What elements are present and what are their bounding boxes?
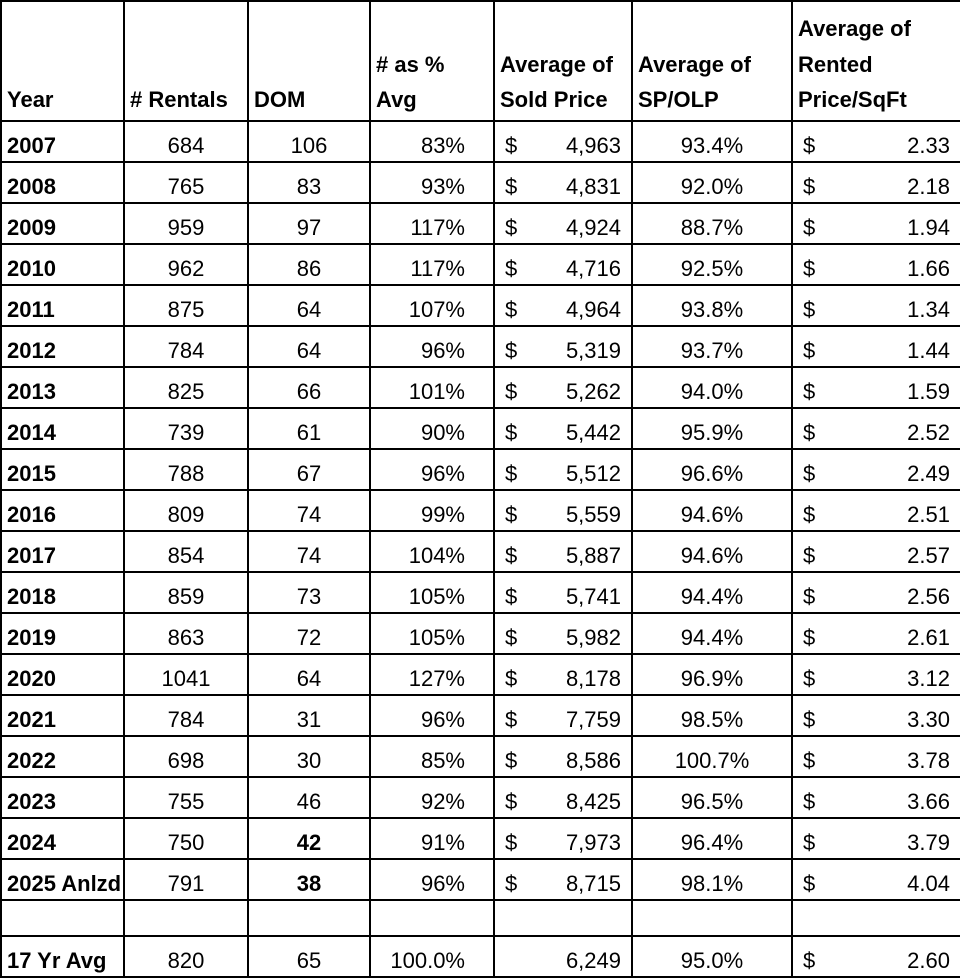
avg-sp-olp-cell: 98.5%	[632, 695, 792, 736]
avg-sp-olp-cell: 88.7%	[632, 203, 792, 244]
dom-cell: 42	[248, 818, 370, 859]
dom-cell: 86	[248, 244, 370, 285]
currency-symbol: $	[505, 338, 518, 363]
avg-rented-price-sqft-cell	[792, 285, 960, 326]
currency-symbol: $	[803, 584, 816, 609]
pct-of-avg-cell: 93%	[370, 162, 494, 203]
avg-sold-price-cell	[494, 408, 632, 449]
cell-value: 5,262	[565, 379, 621, 404]
rentals-cell: 859	[124, 572, 248, 613]
avg-sold-price-cell	[494, 654, 632, 695]
currency-symbol: $	[803, 461, 816, 486]
cell-value: 3.66	[907, 789, 950, 814]
cell-value: 2.49	[907, 461, 950, 486]
avg-sold-price-cell	[494, 367, 632, 408]
column-header-text: Avg	[376, 86, 417, 112]
cell-value: 8,715	[565, 871, 621, 896]
dom-cell: 64	[248, 654, 370, 695]
avg-sp-olp-cell: 95.0%	[632, 936, 792, 977]
avg-sold-price-cell	[494, 490, 632, 531]
dom-cell: 72	[248, 613, 370, 654]
cell-value: 2.57	[907, 543, 950, 568]
year-cell: 2025 Anlzd	[1, 859, 124, 900]
cell-value: 1.59	[907, 379, 950, 404]
dom-cell: 83	[248, 162, 370, 203]
avg-rented-price-sqft-cell	[792, 572, 960, 613]
avg-rented-price-sqft-cell	[792, 859, 960, 900]
avg-rented-price-sqft-cell	[792, 367, 960, 408]
currency-symbol: $	[803, 502, 816, 527]
summary-label-cell: 17 Yr Avg	[1, 936, 124, 977]
pct-of-avg-cell: 85%	[370, 736, 494, 777]
currency-symbol: $	[803, 215, 816, 240]
column-header-dom	[248, 1, 370, 121]
avg-sold-price-cell	[494, 326, 632, 367]
column-header-text: Average of	[500, 51, 613, 77]
cell-value: 1.66	[907, 256, 950, 281]
avg-sp-olp-cell: 93.8%	[632, 285, 792, 326]
column-header-avg-sold-price	[494, 1, 632, 121]
column-header-text: Rented	[798, 51, 873, 77]
cell-value: 3.12	[907, 666, 950, 691]
table-row	[1, 736, 960, 777]
avg-rented-price-sqft-cell	[792, 408, 960, 449]
avg-rented-price-sqft-cell	[792, 695, 960, 736]
avg-rented-price-sqft-cell	[792, 736, 960, 777]
empty-cell	[124, 900, 248, 936]
table-row	[1, 162, 960, 203]
currency-symbol: $	[803, 830, 816, 855]
pct-of-avg-cell: 83%	[370, 121, 494, 162]
cell-value: 2.52	[907, 420, 950, 445]
cell-value: 7,973	[565, 830, 621, 855]
currency-symbol: $	[803, 133, 816, 158]
column-header-text: Year	[7, 86, 54, 112]
cell-value: 5,741	[565, 584, 621, 609]
dom-cell: 61	[248, 408, 370, 449]
dom-cell: 106	[248, 121, 370, 162]
avg-sold-price-cell	[494, 613, 632, 654]
rentals-cell: 684	[124, 121, 248, 162]
year-cell: 2022	[1, 736, 124, 777]
cell-value: 8,425	[565, 789, 621, 814]
column-header-avg-sp-olp	[632, 1, 792, 121]
cell-value: 5,512	[565, 461, 621, 486]
currency-symbol: $	[803, 420, 816, 445]
avg-sp-olp-cell: 96.9%	[632, 654, 792, 695]
avg-sp-olp-cell: 96.4%	[632, 818, 792, 859]
currency-symbol: $	[803, 748, 816, 773]
empty-cell	[370, 900, 494, 936]
year-cell: 2020	[1, 654, 124, 695]
avg-sold-price-cell	[494, 818, 632, 859]
cell-value: 1.94	[907, 215, 950, 240]
cell-value: 4,716	[565, 256, 621, 281]
year-cell: 2010	[1, 244, 124, 285]
dom-cell: 30	[248, 736, 370, 777]
column-header-text: Sold Price	[500, 86, 608, 112]
rentals-cell: 755	[124, 777, 248, 818]
avg-sold-price-cell	[494, 244, 632, 285]
avg-rented-price-sqft-cell	[792, 244, 960, 285]
table-body	[1, 121, 960, 977]
column-header-text: Price/SqFt	[798, 86, 907, 112]
avg-rented-price-sqft-cell	[792, 777, 960, 818]
table-row	[1, 285, 960, 326]
rentals-cell: 698	[124, 736, 248, 777]
column-header-year	[1, 1, 124, 121]
rentals-cell: 739	[124, 408, 248, 449]
pct-of-avg-cell: 117%	[370, 203, 494, 244]
dom-cell: 97	[248, 203, 370, 244]
avg-rented-price-sqft-cell	[792, 162, 960, 203]
table-row	[1, 244, 960, 285]
year-cell: 2013	[1, 367, 124, 408]
dom-cell: 64	[248, 285, 370, 326]
avg-sp-olp-cell: 92.0%	[632, 162, 792, 203]
rentals-cell: 825	[124, 367, 248, 408]
dom-cell: 31	[248, 695, 370, 736]
year-cell: 2012	[1, 326, 124, 367]
rentals-cell: 820	[124, 936, 248, 977]
currency-symbol: $	[803, 543, 816, 568]
avg-sp-olp-cell: 93.4%	[632, 121, 792, 162]
column-header-text: # as %	[376, 51, 445, 77]
header-row	[1, 1, 960, 121]
empty-cell	[792, 900, 960, 936]
pct-of-avg-cell: 96%	[370, 695, 494, 736]
cell-value: 4,831	[565, 174, 621, 199]
avg-sp-olp-cell: 94.6%	[632, 490, 792, 531]
cell-value: 5,982	[565, 625, 621, 650]
currency-symbol: $	[505, 830, 518, 855]
column-header-text: DOM	[254, 86, 306, 112]
dom-cell: 46	[248, 777, 370, 818]
year-cell: 2016	[1, 490, 124, 531]
avg-sold-price-cell	[494, 285, 632, 326]
currency-symbol: $	[505, 584, 518, 609]
year-cell: 2007	[1, 121, 124, 162]
cell-value: 3.78	[907, 748, 950, 773]
rentals-cell: 809	[124, 490, 248, 531]
dom-cell: 64	[248, 326, 370, 367]
currency-symbol: $	[505, 502, 518, 527]
currency-symbol: $	[803, 666, 816, 691]
spacer-row	[1, 900, 960, 936]
avg-sold-price-cell	[494, 736, 632, 777]
table-row	[1, 572, 960, 613]
avg-rented-price-sqft-cell	[792, 654, 960, 695]
dom-cell: 73	[248, 572, 370, 613]
year-cell: 2023	[1, 777, 124, 818]
column-header-avg-rented-price-sqft	[792, 1, 960, 121]
rentals-cell: 863	[124, 613, 248, 654]
rentals-cell: 750	[124, 818, 248, 859]
rentals-cell: 1041	[124, 654, 248, 695]
cell-value: 3.79	[907, 830, 950, 855]
avg-rented-price-sqft-cell	[792, 531, 960, 572]
table-row	[1, 818, 960, 859]
currency-symbol: $	[803, 256, 816, 281]
currency-symbol: $	[505, 379, 518, 404]
avg-rented-price-sqft-cell	[792, 490, 960, 531]
pct-of-avg-cell: 101%	[370, 367, 494, 408]
currency-symbol: $	[505, 871, 518, 896]
table-row	[1, 326, 960, 367]
currency-symbol: $	[803, 338, 816, 363]
pct-of-avg-cell: 104%	[370, 531, 494, 572]
rentals-cell: 765	[124, 162, 248, 203]
table-row	[1, 449, 960, 490]
currency-symbol: $	[505, 625, 518, 650]
avg-rented-price-sqft-cell	[792, 449, 960, 490]
dom-cell: 66	[248, 367, 370, 408]
table-row	[1, 121, 960, 162]
rentals-cell: 784	[124, 695, 248, 736]
cell-value: 8,586	[565, 748, 621, 773]
cell-value: 6,249	[565, 948, 621, 973]
dom-cell: 67	[248, 449, 370, 490]
cell-value: 1.34	[907, 297, 950, 322]
dom-cell: 74	[248, 490, 370, 531]
dom-cell: 65	[248, 936, 370, 977]
currency-symbol: $	[803, 625, 816, 650]
cell-value: 4.04	[907, 871, 950, 896]
cell-value: 5,442	[565, 420, 621, 445]
currency-symbol: $	[505, 256, 518, 281]
avg-sold-price-cell	[494, 162, 632, 203]
pct-of-avg-cell: 105%	[370, 613, 494, 654]
currency-symbol: $	[803, 174, 816, 199]
rentals-cell: 854	[124, 531, 248, 572]
currency-symbol: $	[505, 133, 518, 158]
year-cell: 2018	[1, 572, 124, 613]
column-header-rentals	[124, 1, 248, 121]
avg-sold-price-cell	[494, 936, 632, 977]
avg-rented-price-sqft-cell	[792, 326, 960, 367]
table-row	[1, 531, 960, 572]
avg-sp-olp-cell: 93.7%	[632, 326, 792, 367]
avg-sp-olp-cell: 94.6%	[632, 531, 792, 572]
column-header-pct-of-avg	[370, 1, 494, 121]
cell-value: 2.33	[907, 133, 950, 158]
column-header-text: SP/OLP	[638, 86, 719, 112]
year-cell: 2019	[1, 613, 124, 654]
column-header-text: # Rentals	[130, 86, 228, 112]
avg-sold-price-cell	[494, 572, 632, 613]
cell-value: 2.51	[907, 502, 950, 527]
empty-cell	[494, 900, 632, 936]
table-row	[1, 490, 960, 531]
table-row	[1, 777, 960, 818]
table-row	[1, 695, 960, 736]
year-cell: 2014	[1, 408, 124, 449]
pct-of-avg-cell: 107%	[370, 285, 494, 326]
cell-value: 2.61	[907, 625, 950, 650]
currency-symbol: $	[505, 666, 518, 691]
pct-of-avg-cell: 96%	[370, 449, 494, 490]
summary-row	[1, 936, 960, 977]
table-row	[1, 859, 960, 900]
cell-value: 2.60	[907, 948, 950, 973]
avg-sp-olp-cell: 100.7%	[632, 736, 792, 777]
table-row	[1, 408, 960, 449]
avg-sold-price-cell	[494, 203, 632, 244]
cell-value: 7,759	[565, 707, 621, 732]
cell-value: 3.30	[907, 707, 950, 732]
currency-symbol: $	[505, 543, 518, 568]
cell-value: 4,924	[565, 215, 621, 240]
currency-symbol: $	[505, 215, 518, 240]
table-row	[1, 367, 960, 408]
currency-symbol: $	[803, 707, 816, 732]
pct-of-avg-cell: 127%	[370, 654, 494, 695]
avg-rented-price-sqft-cell	[792, 203, 960, 244]
avg-rented-price-sqft-cell	[792, 121, 960, 162]
avg-sp-olp-cell: 98.1%	[632, 859, 792, 900]
avg-sp-olp-cell: 96.6%	[632, 449, 792, 490]
currency-symbol: $	[505, 789, 518, 814]
cell-value: 4,964	[565, 297, 621, 322]
cell-value: 2.18	[907, 174, 950, 199]
pct-of-avg-cell: 90%	[370, 408, 494, 449]
currency-symbol: $	[505, 748, 518, 773]
empty-cell	[1, 900, 124, 936]
cell-value: 4,963	[565, 133, 621, 158]
year-cell: 2011	[1, 285, 124, 326]
pct-of-avg-cell: 117%	[370, 244, 494, 285]
column-header-text: Average of	[798, 16, 911, 42]
currency-symbol: $	[803, 871, 816, 896]
currency-symbol: $	[803, 297, 816, 322]
avg-sold-price-cell	[494, 859, 632, 900]
avg-sp-olp-cell: 95.9%	[632, 408, 792, 449]
currency-symbol: $	[505, 461, 518, 486]
dom-cell: 74	[248, 531, 370, 572]
cell-value: 2.56	[907, 584, 950, 609]
year-cell: 2008	[1, 162, 124, 203]
cell-value: 5,319	[565, 338, 621, 363]
rentals-cell: 791	[124, 859, 248, 900]
avg-rented-price-sqft-cell	[792, 936, 960, 977]
cell-value: 5,887	[565, 543, 621, 568]
currency-symbol: $	[505, 297, 518, 322]
pct-of-avg-cell: 100.0%	[370, 936, 494, 977]
table-row	[1, 654, 960, 695]
pct-of-avg-cell: 105%	[370, 572, 494, 613]
pct-of-avg-cell: 96%	[370, 859, 494, 900]
avg-sold-price-cell	[494, 449, 632, 490]
avg-sp-olp-cell: 94.0%	[632, 367, 792, 408]
column-header-text: Average of	[638, 51, 751, 77]
empty-cell	[632, 900, 792, 936]
currency-symbol: $	[505, 707, 518, 732]
avg-sold-price-cell	[494, 121, 632, 162]
avg-sp-olp-cell: 96.5%	[632, 777, 792, 818]
currency-symbol: $	[505, 420, 518, 445]
rentals-cell: 788	[124, 449, 248, 490]
cell-value: 1.44	[907, 338, 950, 363]
avg-sold-price-cell	[494, 777, 632, 818]
currency-symbol: $	[803, 789, 816, 814]
year-cell: 2024	[1, 818, 124, 859]
rentals-cell: 959	[124, 203, 248, 244]
avg-rented-price-sqft-cell	[792, 818, 960, 859]
avg-sp-olp-cell: 94.4%	[632, 613, 792, 654]
year-cell: 2017	[1, 531, 124, 572]
year-cell: 2015	[1, 449, 124, 490]
pct-of-avg-cell: 92%	[370, 777, 494, 818]
table-row	[1, 203, 960, 244]
avg-sp-olp-cell: 94.4%	[632, 572, 792, 613]
cell-value: 8,178	[565, 666, 621, 691]
pct-of-avg-cell: 91%	[370, 818, 494, 859]
currency-symbol: $	[505, 174, 518, 199]
rentals-cell: 875	[124, 285, 248, 326]
rentals-cell: 962	[124, 244, 248, 285]
cell-value: 5,559	[565, 502, 621, 527]
pct-of-avg-cell: 99%	[370, 490, 494, 531]
avg-sold-price-cell	[494, 695, 632, 736]
avg-sp-olp-cell: 92.5%	[632, 244, 792, 285]
year-cell: 2021	[1, 695, 124, 736]
dom-cell: 38	[248, 859, 370, 900]
avg-sold-price-cell	[494, 531, 632, 572]
currency-symbol: $	[803, 379, 816, 404]
empty-cell	[248, 900, 370, 936]
pct-of-avg-cell: 96%	[370, 326, 494, 367]
avg-rented-price-sqft-cell	[792, 613, 960, 654]
year-cell: 2009	[1, 203, 124, 244]
table-row	[1, 613, 960, 654]
rentals-cell: 784	[124, 326, 248, 367]
currency-symbol: $	[803, 948, 816, 973]
